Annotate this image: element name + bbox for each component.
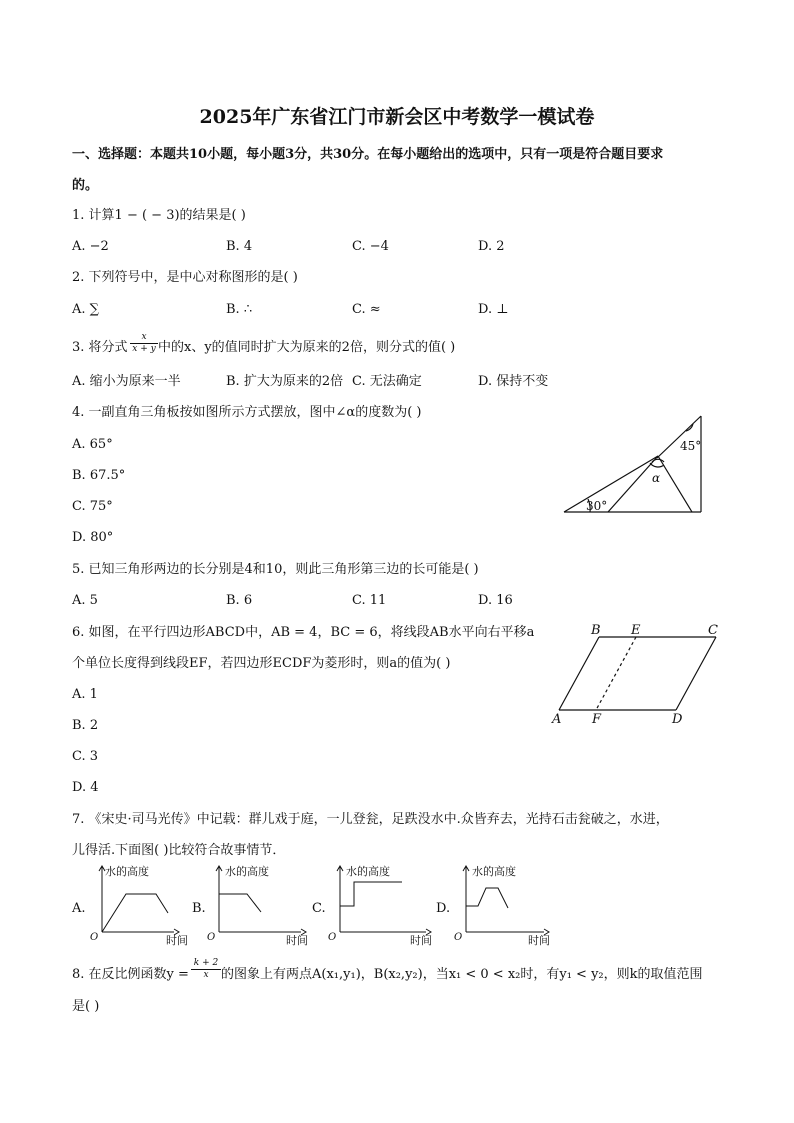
question-6-option-a: A. 1 (72, 687, 98, 702)
vertex-a-label: A (552, 712, 562, 727)
question-6-stem-line1: 6. 如图，在平行四边形ABCD中，AB = 4，BC = 6，将线段AB水平向右平移a (72, 625, 535, 640)
question-8-stem-line2: 是( ) (72, 999, 100, 1014)
question-8-stem-end: 的图象上有两点A(x₁,y₁)，B(x₂,y₂)，当x₁ < 0 < x₂时，有y₁ < y₂，则k的取值范围 (221, 967, 703, 982)
fraction-denominator: x + y (130, 343, 158, 354)
question-2-option-d: D. ⊥ (478, 302, 509, 317)
graph-b-xlabel: 时间 (286, 934, 308, 947)
question-7-option-b-letter: B. (192, 901, 206, 916)
question-4-option-c: C. 75° (72, 499, 113, 514)
angle-30-label: 30° (586, 499, 608, 513)
question-6-stem-line2: 个单位长度得到线段EF，若四边形ECDF为菱形时，则a的值为( ) (72, 656, 451, 671)
question-1-option-d: D. 2 (478, 239, 505, 254)
vertex-c-label: C (708, 623, 718, 638)
graph-d-ylabel: 水的高度 (472, 865, 516, 878)
graph-d (452, 862, 557, 946)
graph-c-xlabel: 时间 (410, 934, 432, 947)
graph-a (88, 862, 193, 946)
graph-a-origin: O (90, 932, 99, 943)
question-5-option-b: B. 6 (226, 593, 253, 608)
angle-45-label: 45° (680, 439, 702, 453)
page-title: 2025年广东省江门市新会区中考数学一模试卷 (199, 106, 595, 128)
question-7-option-c-letter: C. (312, 901, 326, 916)
question-3-option-a: A. 缩小为原来一半 (72, 374, 181, 389)
fraction-numerator: x (141, 332, 147, 342)
question-3-stem-start: 3. 将分式 (72, 340, 128, 355)
graph-c-ylabel: 水的高度 (346, 865, 390, 878)
question-3-stem-end: 中的x、y的值同时扩大为原来的2倍，则分式的值( ) (158, 340, 456, 355)
parallelogram-figure (548, 620, 728, 728)
question-6-option-d: D. 4 (72, 780, 99, 795)
question-7-option-a-letter: A. (72, 901, 86, 916)
graph-d-xlabel: 时间 (528, 934, 550, 947)
question-3-fraction (130, 332, 158, 354)
angle-alpha-label: α (652, 471, 661, 485)
question-1-option-a: A. −2 (72, 239, 109, 254)
graph-c-origin: O (328, 932, 337, 943)
question-6-option-b: B. 2 (72, 718, 99, 733)
question-5-option-c: C. 11 (352, 593, 387, 608)
graph-a-ylabel: 水的高度 (105, 865, 149, 878)
graph-a-xlabel: 时间 (166, 934, 188, 947)
question-4-option-a: A. 65° (72, 437, 113, 452)
question-5-option-d: D. 16 (478, 593, 513, 608)
question-7-option-d-letter: D. (436, 901, 451, 916)
fraction-denominator: x (191, 969, 221, 980)
question-2-option-c: C. ≈ (352, 302, 381, 317)
vertex-d-label: D (672, 712, 683, 727)
question-8-fraction (191, 958, 221, 980)
graph-b-ylabel: 水的高度 (225, 865, 269, 878)
question-1-option-b: B. 4 (226, 239, 253, 254)
question-5-stem: 5. 已知三角形两边的长分别是4和10，则此三角形第三边的长可能是( ) (72, 562, 479, 577)
graph-c (326, 862, 441, 946)
vertex-b-label: B (591, 623, 601, 638)
question-3-option-b: B. 扩大为原来的2倍 (226, 374, 344, 389)
graph-b (205, 862, 315, 946)
question-2-stem: 2. 下列符号中，是中心对称图形的是( ) (72, 270, 298, 285)
question-4-option-d: D. 80° (72, 530, 114, 545)
question-1-option-c: C. −4 (352, 239, 389, 254)
question-4-option-b: B. 67.5° (72, 468, 126, 483)
question-6-option-c: C. 3 (72, 749, 99, 764)
question-7-stem-line1: 7. 《宋史·司马光传》中记载：群儿戏于庭，一儿登瓮，足跌没水中.众皆弃去，光持石击瓮破之，水进， (72, 812, 669, 827)
graph-b-origin: O (207, 932, 216, 943)
vertex-e-label: E (631, 623, 641, 638)
question-5-option-a: A. 5 (72, 593, 98, 608)
question-2-option-a: A. ∑ (72, 302, 99, 317)
vertex-f-label: F (592, 712, 602, 727)
section-instructions-line1: 一、选择题：本题共10小题，每小题3分，共30分。在每小题给出的选项中，只有一项是符合题目要求 (72, 147, 664, 162)
graph-d-origin: O (454, 932, 463, 943)
question-8-stem-start: 8. 在反比例函数y = (72, 967, 189, 982)
question-7-stem-line2: 儿得活.下面图( )比较符合故事情节． (72, 843, 286, 858)
question-1-stem: 1. 计算1 − ( − 3)的结果是( ) (72, 208, 246, 223)
question-2-option-b: B. ∴ (226, 302, 253, 317)
fraction-numerator: k + 2 (193, 958, 219, 968)
section-instructions-line2: 的。 (72, 178, 99, 193)
question-4-stem: 4. 一副直角三角板按如图所示方式摆放，图中∠α的度数为( ) (72, 405, 422, 420)
question-3-option-d: D. 保持不变 (478, 374, 549, 389)
question-3-option-c: C. 无法确定 (352, 374, 422, 389)
triangle-figure (560, 412, 710, 518)
